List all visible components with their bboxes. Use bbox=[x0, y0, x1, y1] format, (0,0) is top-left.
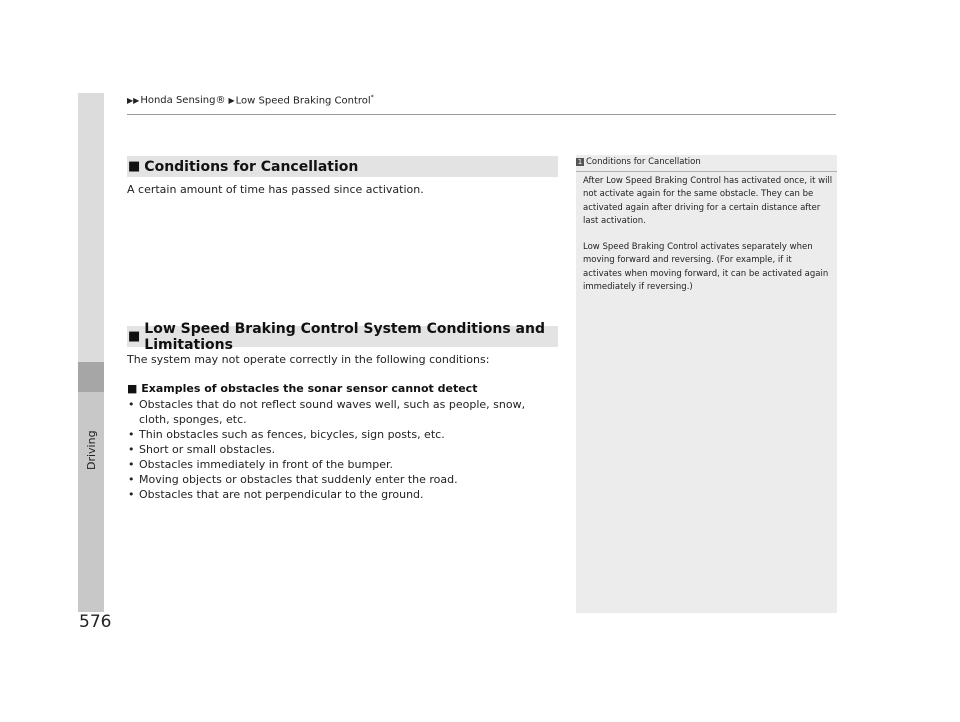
section-heading-cancellation: ■ Conditions for Cancellation bbox=[127, 156, 558, 177]
breadcrumb-item[interactable]: Low Speed Braking Control* bbox=[235, 94, 374, 107]
subheading: ■ Examples of obstacles the sonar sensor cannot detect bbox=[127, 382, 478, 395]
square-bullet-icon: ■ bbox=[127, 382, 138, 395]
chevron-right-icon: ▶▶ bbox=[127, 95, 140, 105]
header-rule bbox=[127, 114, 836, 115]
note-rule bbox=[576, 171, 837, 172]
list-item: • Obstacles that are not perpendicular to the ground. bbox=[128, 488, 424, 501]
section-intro-text: The system may not operate correctly in the following conditions: bbox=[127, 353, 490, 366]
list-item: • Obstacles that do not reflect sound waves well, such as people, snow, cloth, sponges, etc. bbox=[128, 398, 526, 426]
list-item: • Obstacles immediately in front of the bumper. bbox=[128, 458, 393, 471]
side-tab-background bbox=[78, 93, 104, 362]
note-badge-icon: 1 bbox=[577, 158, 583, 166]
bullet-list bbox=[127, 397, 547, 502]
breadcrumb-item[interactable]: Honda Sensing® bbox=[140, 94, 226, 106]
note-heading: 1 Conditions for Cancellation bbox=[577, 157, 701, 167]
note-paragraph: After Low Speed Braking Control has activated once, it will not activate again for the same obstacle. They can be activated again after driving for a certain distance after last activation. bbox=[583, 176, 833, 227]
square-bullet-icon: ■ bbox=[128, 159, 141, 174]
side-tab-marker bbox=[78, 362, 104, 392]
section-heading-limitations: ■ Low Speed Braking Control System Conditions and Limitations bbox=[127, 326, 558, 347]
side-tab-active bbox=[78, 362, 104, 612]
list-item: • Moving objects or obstacles that suddenly enter the road. bbox=[128, 473, 458, 486]
square-bullet-icon: ■ bbox=[128, 329, 141, 344]
chevron-right-icon: ▶ bbox=[228, 95, 235, 105]
chapter-label: Driving bbox=[85, 430, 98, 470]
page-number: 576 bbox=[79, 612, 112, 632]
note-paragraph: Low Speed Braking Control activates separately when moving forward and reversing. (For example, if it activates when moving forward, it can be activated again immediately if reversing.) bbox=[583, 242, 829, 293]
section-body-text: A certain amount of time has passed since activation. bbox=[127, 183, 424, 196]
list-item: • Thin obstacles such as fences, bicycles, sign posts, etc. bbox=[128, 428, 445, 441]
list-item: • Short or small obstacles. bbox=[128, 443, 276, 456]
breadcrumb bbox=[127, 94, 377, 106]
